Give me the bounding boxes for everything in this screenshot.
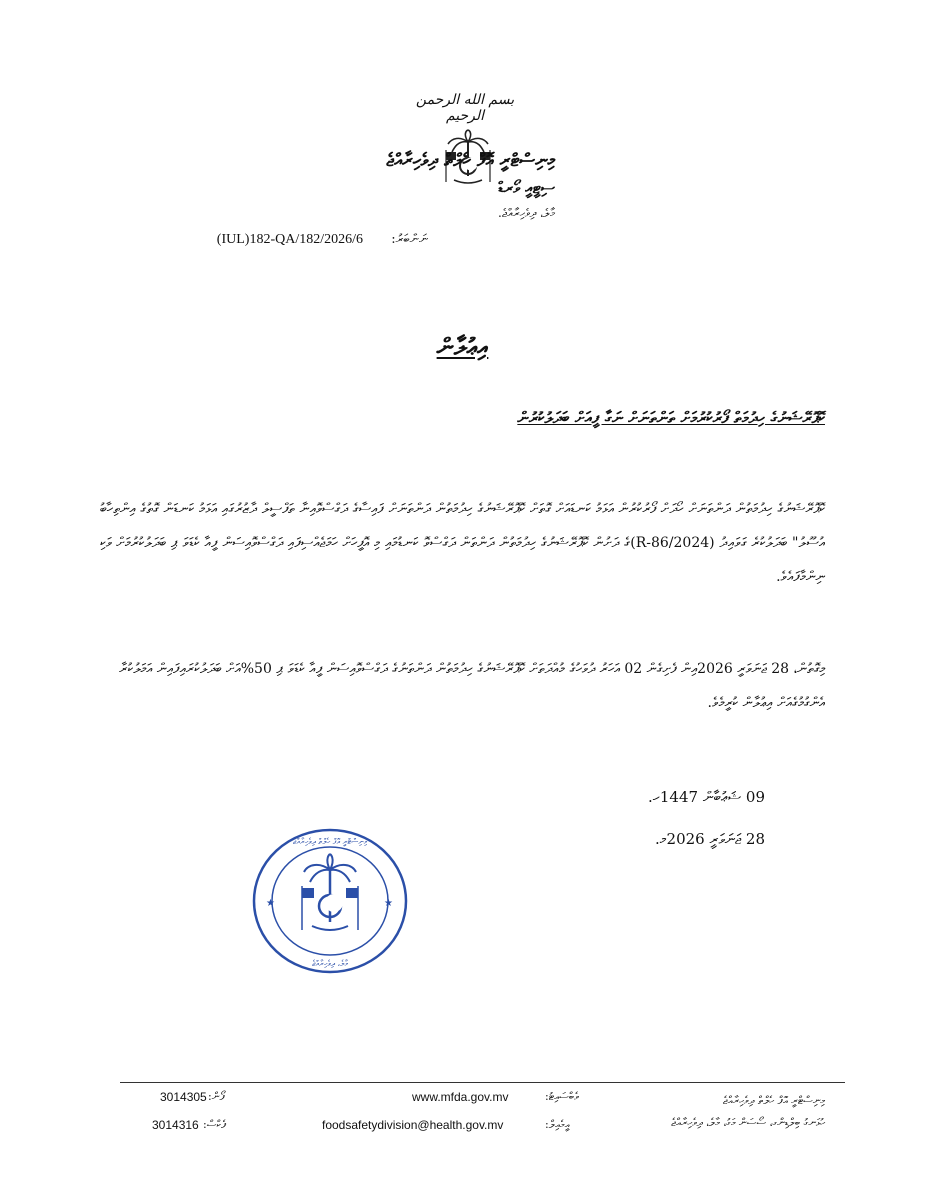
body-paragraph-2: މިގޮތުން، 28 ޖަނަވަރީ 2026އިން ފެށިގެން 02 އަހަރު ދުވަހުގެ މުއްދަތަށް ކޮޕޮރޭޝަނުގެ ހިދުމަތުން ދަންތަނުގެ ދަގްސްވޮއިސަން ފީއާ ކެޑަވަ ޕި 50%އަށް ބަދަލުކުރައިފައިން އަމަލުކުރާ އެންގުމުގެއަށް އިޢުލާން ކުރީމެވެ. [119,661,825,711]
footer-website[interactable]: www.mfda.gov.mv [412,1090,509,1104]
svg-text:★: ★ [266,898,275,909]
footer-website-label: ވެބްސައިޓު: [545,1090,580,1103]
reference-label: ނަންބަރު: [391,232,428,247]
date-gregorian: 28 ޖަނަވަރީ 2026މ. [655,830,765,848]
footer-phone-label: ފޯން: [208,1090,225,1103]
footer-email[interactable]: foodsafetydivision@health.gov.mv [322,1118,504,1132]
footer-ministry: މިނިސްޓްރީ އޮފް ހެލްތް ދިވެހިރާއްޖެ [722,1094,825,1107]
reference-number: (IUL)182-QA/182/2026/6 [216,232,363,247]
footer-phone: 3014305 [160,1090,207,1104]
footer-divider [120,1082,845,1083]
date-hijri: 09 ޝަޢުބާން 1447ހ. [648,788,765,806]
stamp-bottom-text: މާލެ، ދިވެހިރާއްޖެ [311,959,349,968]
subject-heading: ކޮޕޮރޭޝަނުގެ ހިދުމަތް ފޯރުކުރުމަށް ތަންތަނަށް ނަގާ ފީއަށް ބަދަލުކުރުން [517,408,825,427]
ministry-name: މިނިސްޓްރީ އޮފް ހެލްތް ދިވެހިރާއްޖެ [386,150,555,171]
document-title: އިޢުލާން [436,332,489,361]
bismillah-text: بسم الله الرحمن الرحيم [415,92,515,124]
svg-text:★: ★ [384,898,393,909]
body-paragraph-1: ކޮޕޮރޭޝަނުގެ ހިދުމަތުން ދަންތަނަށް ހޯދަށް ފޯރުކުރުން އަޅަމު ކަނޑައަށް ގޮތަށް ކޮޕޮރޭޝަނުގެ ހިދުމަތުން ދަންތަނަށް ފައިސާގެ ދަގްސްވޮއިނާ ތަފްސީލް ދާޒުރުގައި އަޅަމު ކަނޑަން ގޮތުގެ އިންތިހާބު އުސޫލު" ބަދަލުކުރެ ގަވައިދު (R-86/2024)ގެ ދަށުން ކޮޕޮރޭޝަނުގެ ހިދުމަތުން ދަންތަން ދަގްސްވޮ ކަނޑުމައި މި އޮފީހަށް ހަމަޖެއްސިފައި ދަގްސްވޮއިސަން ފީއާ ކެޑަވަ ޕި ބަދަލުކުރުމަށް ވަކި ނިންމާފައެވެ. [100,501,825,585]
footer-fax: 3014316 [152,1118,199,1132]
official-stamp-icon [250,826,410,976]
footer-email-label: އީމެއިލް: [545,1118,570,1131]
division-name: ސިޓީއީ ވޯރޑް [498,178,555,197]
footer-fax-label: ފެކްސް: [203,1118,226,1131]
footer-address: ހުޅަނގު ބިލްޑިންގ، ސޯސަން މަގު، މާލެ، ދިވެހިރާއްޖެ [671,1116,825,1129]
stamp-ring-text: މިނިސްޓްރީ އޮފް ހެލްތް ދިވެހިރާއްޖެ [292,837,368,846]
city-address: މާލެ، ދިވެހިރާއްޖެ. [498,206,555,220]
